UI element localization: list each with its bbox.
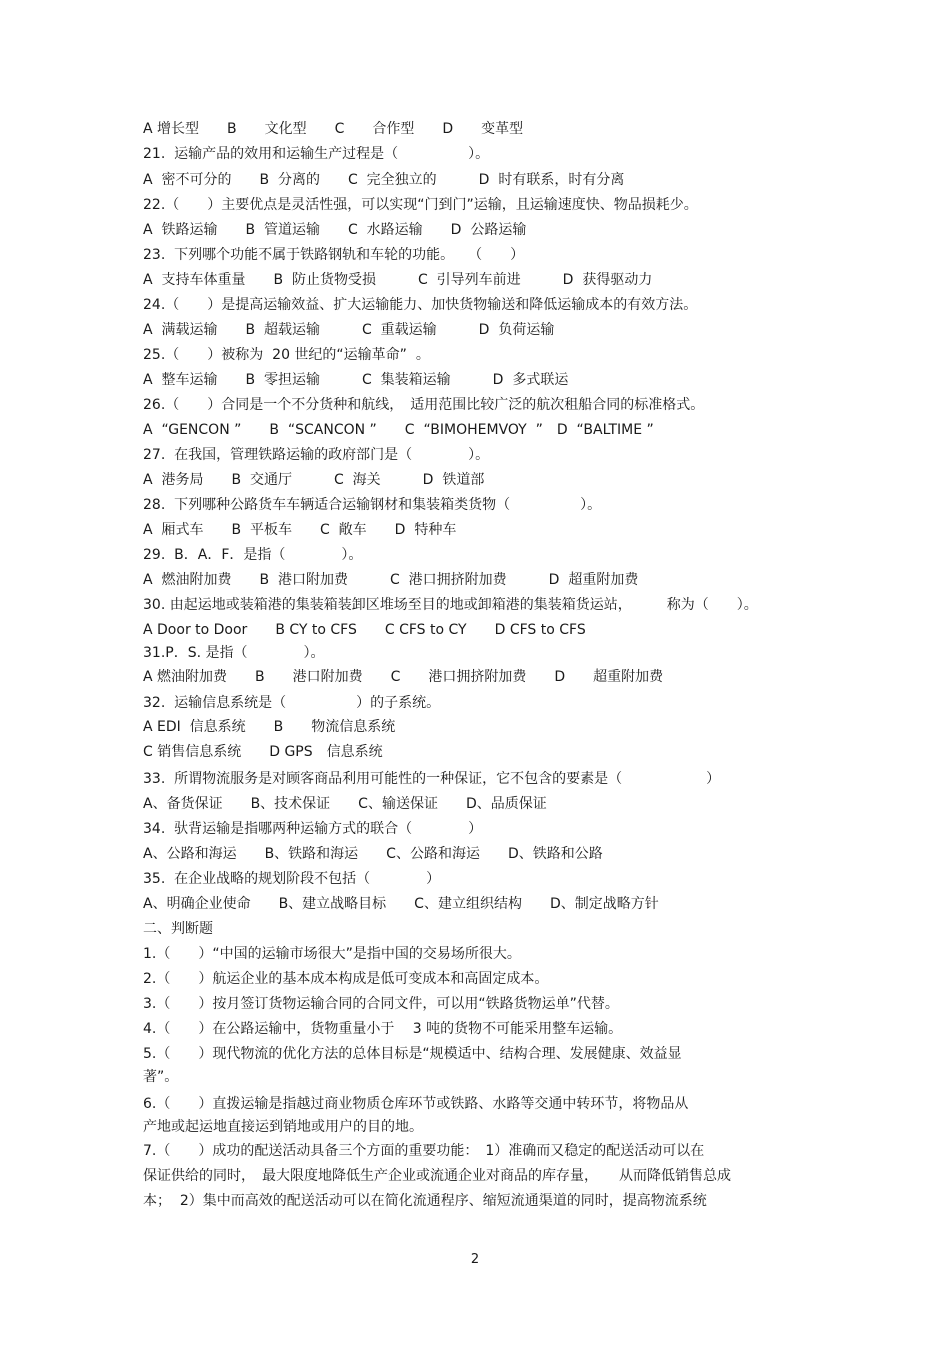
- text-line: 6.（ ）直拨运输是指越过商业物质仓库环节或铁路、水路等交通中转环节，将物品从: [143, 1096, 689, 1112]
- text-line: A 燃油附加费 B 港口附加费 C 港口拥挤附加费 D 超重附加费: [143, 669, 664, 685]
- text-line: A 密不可分的 B 分离的 C 完全独立的 D 时有联系，时有分离: [143, 172, 625, 188]
- text-line: 35. 在企业战略的规划阶段不包括（ ）: [143, 871, 441, 887]
- text-line: 30. 由起运地或装箱港的集装箱装卸区堆场至目的地或卸箱港的集装箱货运站， 称为（ ）。: [143, 597, 758, 613]
- text-line: A 满载运输 B 超载运输 C 重载运输 D 负荷运输: [143, 322, 555, 338]
- text-line: A、备货保证 B、技术保证 C、输送保证 D、品质保证: [143, 796, 547, 812]
- text-line: C 销售信息系统 D GPS 信息系统: [143, 744, 383, 760]
- text-line: A 港务局 B 交通厅 C 海关 D 铁道部: [143, 472, 485, 488]
- text-line: 24.（ ）是提高运输效益、扩大运输能力、加快货物输送和降低运输成本的有效方法。: [143, 297, 698, 313]
- text-line: 32. 运输信息系统是（ ）的子系统。: [143, 695, 441, 711]
- text-line: A Door to Door B CY to CFS C CFS to CY D CFS to CFS: [143, 622, 586, 638]
- text-line: 1.（ ）“中国的运输市场很大”是指中国的交易场所很大。: [143, 946, 521, 962]
- text-line: 34. 驮背运输是指哪两种运输方式的联合（ ）: [143, 821, 483, 837]
- text-line: 产地或起运地直接运到销地或用户的目的地。: [143, 1119, 423, 1135]
- text-line: A 整车运输 B 零担运输 C 集装箱运输 D 多式联运: [143, 372, 569, 388]
- page-number: 2: [470, 1252, 480, 1267]
- text-line: 本； 2）集中而高效的配送活动可以在简化流通程序、缩短流通渠道的同时，提高物流系统: [143, 1193, 707, 1209]
- text-line: 4.（ ）在公路运输中，货物重量小于 3 吨的货物不可能采用整车运输。: [143, 1021, 623, 1037]
- text-line: 2.（ ）航运企业的基本成本构成是低可变成本和高固定成本。: [143, 971, 549, 987]
- text-line: A 铁路运输 B 管道运输 C 水路运输 D 公路运输: [143, 222, 527, 238]
- text-line: 7.（ ）成功的配送活动具备三个方面的重要功能： 1）准确而又稳定的配送活动可以在: [143, 1143, 705, 1159]
- text-line: A、明确企业使命 B、建立战略目标 C、建立组织结构 D、制定战略方针: [143, 896, 659, 912]
- text-line: 27. 在我国，管理铁路运输的政府部门是（ ）。: [143, 447, 490, 463]
- text-line: 31.P．S. 是指（ ）。: [143, 645, 325, 661]
- text-line: A 增长型 B 文化型 C 合作型 D 变革型: [143, 121, 524, 137]
- text-line: 保证供给的同时， 最大限度地降低生产企业或流通企业对商品的库存量， 从而降低销售总成: [143, 1168, 731, 1184]
- text-line: 29. B．A．F．是指（ ）。: [143, 547, 363, 563]
- text-line: 23. 下列哪个功能不属于铁路钢轨和车轮的功能。 （ ）: [143, 247, 525, 263]
- text-line: 22.（ ）主要优点是灵活性强，可以实现“门到门”运输，且运输速度快、物品损耗少。: [143, 197, 698, 213]
- text-line: 28. 下列哪种公路货车车辆适合运输钢材和集装箱类货物（ ）。: [143, 497, 602, 513]
- text-line: 26.（ ）合同是一个不分货种和航线， 适用范围比较广泛的航次租船合同的标准格式。: [143, 397, 705, 413]
- text-line: 3.（ ）按月签订货物运输合同的合同文件，可以用“铁路货物运单”代替。: [143, 996, 619, 1012]
- text-line: A “GENCON ” B “SCANCON ” C “BIMOHEMVOY ” D “BALTIME ”: [143, 422, 654, 438]
- text-line: A 燃油附加费 B 港口附加费 C 港口拥挤附加费 D 超重附加费: [143, 572, 639, 588]
- text-line: 21. 运输产品的效用和运输生产过程是（ ）。: [143, 146, 490, 162]
- text-line: 5.（ ）现代物流的优化方法的总体目标是“规模适中、结构合理、发展健康、效益显: [143, 1046, 682, 1062]
- text-line: A、公路和海运 B、铁路和海运 C、公路和海运 D、铁路和公路: [143, 846, 603, 862]
- text-line: 著”。: [143, 1069, 179, 1085]
- section-heading: 二、判断题: [143, 921, 213, 937]
- text-line: 25.（ ）被称为 20 世纪的“运输革命” 。: [143, 347, 430, 363]
- text-line: A EDI 信息系统 B 物流信息系统: [143, 719, 396, 735]
- text-line: 33. 所谓物流服务是对顾客商品利用可能性的一种保证，它不包含的要素是（ ）: [143, 771, 721, 787]
- text-line: A 厢式车 B 平板车 C 敞车 D 特种车: [143, 522, 457, 538]
- text-line: A 支持车体重量 B 防止货物受损 C 引导列车前进 D 获得驱动力: [143, 272, 653, 288]
